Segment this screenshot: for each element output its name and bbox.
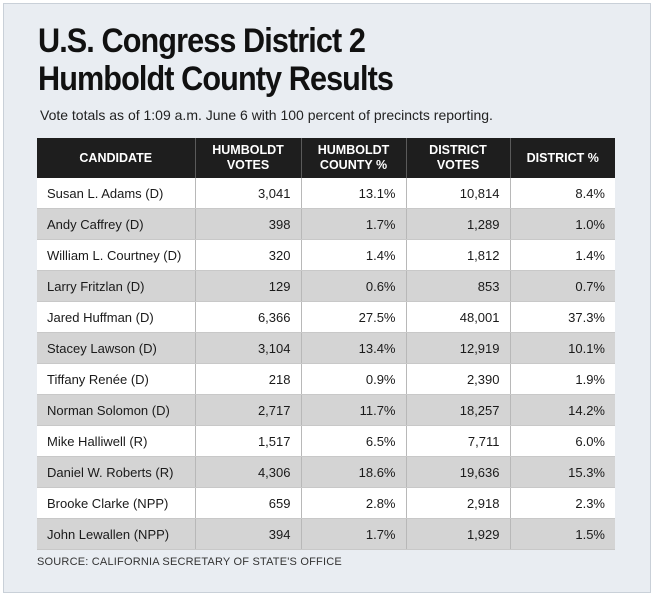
cell-candidate: John Lewallen (NPP) xyxy=(37,519,195,550)
table-row xyxy=(37,302,615,333)
subtitle: Vote totals as of 1:09 a.m. June 6 with 100 percent of precincts reporting. xyxy=(40,107,493,123)
table-row xyxy=(37,271,615,302)
cell-district-pct: 0.7% xyxy=(510,271,615,302)
table-row xyxy=(37,209,615,240)
cell-humboldt-pct: 11.7% xyxy=(301,395,406,426)
results-table xyxy=(37,138,615,550)
cell-candidate: William L. Courtney (D) xyxy=(37,240,195,271)
cell-candidate: Jared Huffman (D) xyxy=(37,302,195,333)
table-body xyxy=(37,178,615,550)
cell-humboldt-pct: 1.7% xyxy=(301,209,406,240)
cell-humboldt-pct: 6.5% xyxy=(301,426,406,457)
title-line-1: U.S. Congress District 2 xyxy=(38,22,366,60)
header-humboldt-pct-line1: HUMBOLDT xyxy=(317,143,390,157)
cell-candidate: Susan L. Adams (D) xyxy=(37,178,195,209)
cell-district-pct: 10.1% xyxy=(510,333,615,364)
cell-humboldt-votes: 3,104 xyxy=(195,333,301,364)
cell-district-votes: 1,289 xyxy=(406,209,510,240)
cell-humboldt-votes: 6,366 xyxy=(195,302,301,333)
cell-district-pct: 8.4% xyxy=(510,178,615,209)
header-district-votes-line1: DISTRICT xyxy=(429,143,487,157)
cell-humboldt-pct: 1.4% xyxy=(301,240,406,271)
cell-district-pct: 14.2% xyxy=(510,395,615,426)
header-humboldt-votes xyxy=(195,138,301,178)
cell-district-pct: 15.3% xyxy=(510,457,615,488)
table-row xyxy=(37,519,615,550)
cell-candidate: Brooke Clarke (NPP) xyxy=(37,488,195,519)
table-row xyxy=(37,240,615,271)
cell-humboldt-pct: 1.7% xyxy=(301,519,406,550)
table-row xyxy=(37,395,615,426)
cell-district-votes: 1,812 xyxy=(406,240,510,271)
cell-humboldt-pct: 2.8% xyxy=(301,488,406,519)
header-district-pct xyxy=(510,138,615,178)
table-row xyxy=(37,178,615,209)
header-humboldt-pct xyxy=(301,138,406,178)
cell-humboldt-votes: 394 xyxy=(195,519,301,550)
header-district-votes xyxy=(406,138,510,178)
header-humboldt-votes-line2: VOTES xyxy=(226,158,270,172)
cell-humboldt-pct: 18.6% xyxy=(301,457,406,488)
cell-district-votes: 853 xyxy=(406,271,510,302)
cell-candidate: Mike Halliwell (R) xyxy=(37,426,195,457)
cell-district-votes: 10,814 xyxy=(406,178,510,209)
cell-candidate: Daniel W. Roberts (R) xyxy=(37,457,195,488)
cell-candidate: Stacey Lawson (D) xyxy=(37,333,195,364)
table-row xyxy=(37,488,615,519)
cell-district-votes: 2,918 xyxy=(406,488,510,519)
cell-humboldt-pct: 13.1% xyxy=(301,178,406,209)
table-row xyxy=(37,333,615,364)
cell-district-pct: 1.4% xyxy=(510,240,615,271)
cell-candidate: Andy Caffrey (D) xyxy=(37,209,195,240)
table-header xyxy=(37,138,615,178)
cell-district-votes: 48,001 xyxy=(406,302,510,333)
cell-humboldt-votes: 2,717 xyxy=(195,395,301,426)
cell-humboldt-votes: 398 xyxy=(195,209,301,240)
cell-district-pct: 1.0% xyxy=(510,209,615,240)
header-candidate xyxy=(37,138,195,178)
cell-district-votes: 1,929 xyxy=(406,519,510,550)
cell-humboldt-votes: 3,041 xyxy=(195,178,301,209)
header-row xyxy=(37,138,615,178)
title-line-2: Humboldt County Results xyxy=(38,60,393,98)
cell-district-pct: 2.3% xyxy=(510,488,615,519)
cell-humboldt-votes: 129 xyxy=(195,271,301,302)
table-row xyxy=(37,364,615,395)
cell-district-votes: 18,257 xyxy=(406,395,510,426)
cell-candidate: Norman Solomon (D) xyxy=(37,395,195,426)
source-note: SOURCE: CALIFORNIA SECRETARY OF STATE'S OFFICE xyxy=(37,556,342,568)
cell-district-votes: 7,711 xyxy=(406,426,510,457)
cell-district-pct: 1.9% xyxy=(510,364,615,395)
cell-district-pct: 1.5% xyxy=(510,519,615,550)
cell-candidate: Tiffany Renée (D) xyxy=(37,364,195,395)
cell-candidate: Larry Fritzlan (D) xyxy=(37,271,195,302)
cell-humboldt-votes: 659 xyxy=(195,488,301,519)
cell-humboldt-pct: 13.4% xyxy=(301,333,406,364)
cell-humboldt-votes: 218 xyxy=(195,364,301,395)
cell-district-pct: 37.3% xyxy=(510,302,615,333)
cell-district-votes: 19,636 xyxy=(406,457,510,488)
cell-district-votes: 2,390 xyxy=(406,364,510,395)
table-row xyxy=(37,457,615,488)
table-row xyxy=(37,426,615,457)
page-title xyxy=(38,22,393,98)
header-humboldt-pct-line2: COUNTY % xyxy=(319,158,388,172)
cell-humboldt-pct: 0.6% xyxy=(301,271,406,302)
header-district-pct-label: DISTRICT % xyxy=(526,150,599,165)
header-humboldt-votes-line1: HUMBOLDT xyxy=(212,143,284,157)
cell-district-votes: 12,919 xyxy=(406,333,510,364)
cell-humboldt-votes: 4,306 xyxy=(195,457,301,488)
header-candidate-label: CANDIDATE xyxy=(79,150,153,165)
cell-humboldt-votes: 1,517 xyxy=(195,426,301,457)
cell-humboldt-votes: 320 xyxy=(195,240,301,271)
cell-humboldt-pct: 0.9% xyxy=(301,364,406,395)
header-district-votes-line2: VOTES xyxy=(436,158,480,172)
cell-district-pct: 6.0% xyxy=(510,426,615,457)
cell-humboldt-pct: 27.5% xyxy=(301,302,406,333)
